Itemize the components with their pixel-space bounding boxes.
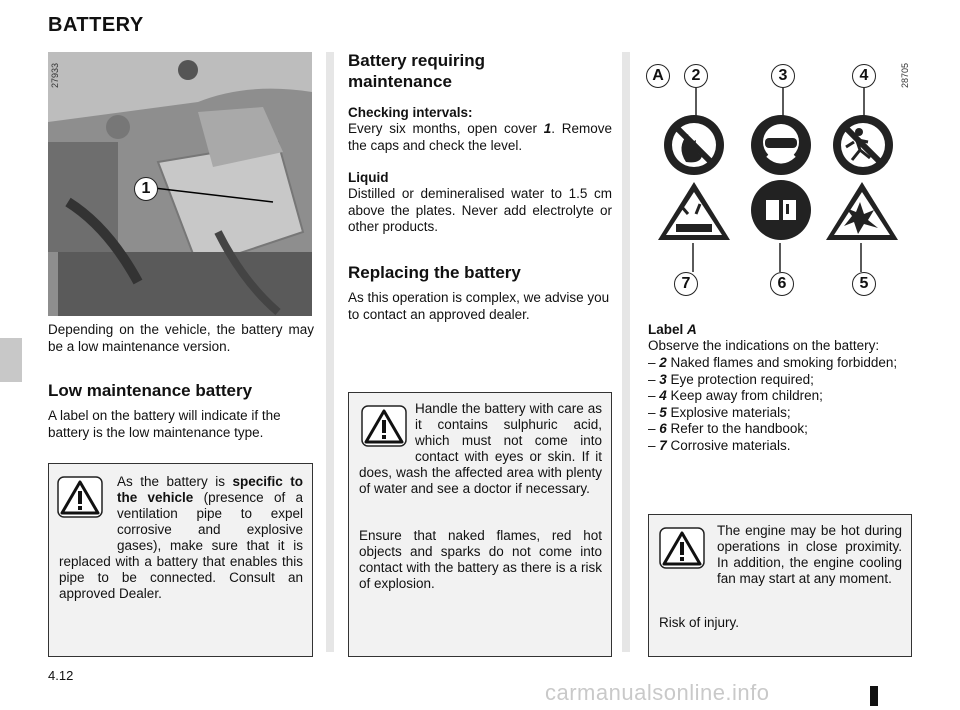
warning-box-left bbox=[48, 463, 313, 657]
warning-text-middle: Handle the battery with care as it contains sulphuric acid, which must not come into contact with eyes or skin. If it does, wash the affected area with plenty of water and see a doctor if necessary. bbox=[359, 401, 602, 496]
warning-text-right: The engine may be hot during operations in close proximity. In addition, the engine cooling fan may start at any moment. bbox=[717, 523, 902, 586]
page-number: 4.12 bbox=[48, 668, 74, 683]
badge-3: 3 bbox=[771, 64, 795, 88]
warning-box-middle bbox=[348, 392, 612, 657]
badge-7: 7 bbox=[674, 272, 698, 296]
warning-text-right-2: Risk of injury. bbox=[659, 615, 740, 630]
replacing-text: As this operation is complex, we advise you to contact an approved dealer. bbox=[348, 290, 610, 322]
warning-box-right bbox=[648, 514, 912, 657]
pictogram-set bbox=[646, 52, 912, 302]
label-list bbox=[648, 355, 912, 454]
list-item: – 4 Keep away from children; bbox=[648, 388, 823, 403]
badge-2: 2 bbox=[684, 64, 708, 88]
callout-1: 1 bbox=[134, 177, 158, 201]
corrosive-icon bbox=[658, 182, 730, 240]
keep-away-children-icon bbox=[833, 115, 893, 175]
list-item: – 5 Explosive materials; bbox=[648, 404, 791, 420]
eye-protection-icon bbox=[751, 115, 811, 175]
intro-text: Depending on the vehicle, the battery may be a low maintenance version. bbox=[48, 322, 314, 354]
explosive-icon bbox=[826, 182, 898, 240]
low-maintenance-heading: Low maintenance battery bbox=[48, 381, 253, 400]
image-code: 28705 bbox=[900, 62, 910, 88]
battery-label-diagram bbox=[646, 52, 912, 302]
low-maintenance-text: A label on the battery will indicate if the battery is the low maintenance type. bbox=[48, 408, 281, 440]
label-a-badge: A bbox=[646, 64, 670, 88]
list-item: – 7 Corrosive materials. bbox=[648, 437, 791, 453]
liquid-title: Liquid bbox=[348, 170, 389, 185]
maintenance-heading: Battery requiring maintenance bbox=[348, 51, 485, 91]
checking-intervals-text: Every six months, open cover 1. Remove the caps and check the level. bbox=[348, 121, 612, 153]
badge-5: 5 bbox=[852, 272, 876, 296]
chapter-tab bbox=[0, 338, 22, 382]
watermark: carmanualsonline.info bbox=[545, 680, 770, 705]
no-flames-icon bbox=[664, 115, 724, 175]
liquid-text: Distilled or demineralised water to 1.5 cm above the plates. Never add electrolyte or other products. bbox=[348, 186, 612, 234]
page-marker bbox=[870, 686, 878, 706]
label-a-title: Label A bbox=[648, 322, 697, 337]
column-divider bbox=[326, 52, 334, 652]
handbook-icon bbox=[751, 180, 811, 240]
replacing-heading: Replacing the battery bbox=[348, 263, 521, 282]
engine-bay-illustration bbox=[48, 52, 312, 316]
battery-photo bbox=[48, 52, 312, 316]
page-title: BATTERY bbox=[48, 14, 144, 36]
label-intro: Observe the indications on the battery: bbox=[648, 338, 880, 353]
list-item: – 3 Eye protection required; bbox=[648, 371, 814, 387]
checking-intervals-title: Checking intervals: bbox=[348, 105, 473, 120]
badge-4: 4 bbox=[852, 64, 876, 88]
list-item: – 6 Refer to the handbook; bbox=[648, 421, 808, 436]
warning-text-left: As the battery is specific to the vehicle (presence of a ventilation pipe to expel corrosive and explosive gases), make sure that it is replaced with a battery that enables this pipe to be connected. Consult an approved Dealer. bbox=[59, 474, 303, 601]
photo-code: 27933 bbox=[50, 62, 60, 88]
warning-text-middle-2: Ensure that naked flames, red hot objects and sparks do not come into contact with the battery as there is a risk of explosion. bbox=[359, 528, 602, 591]
badge-6: 6 bbox=[770, 272, 794, 296]
column-divider bbox=[622, 52, 630, 652]
list-item: – 2 Naked flames and smoking forbidden; bbox=[648, 355, 898, 370]
